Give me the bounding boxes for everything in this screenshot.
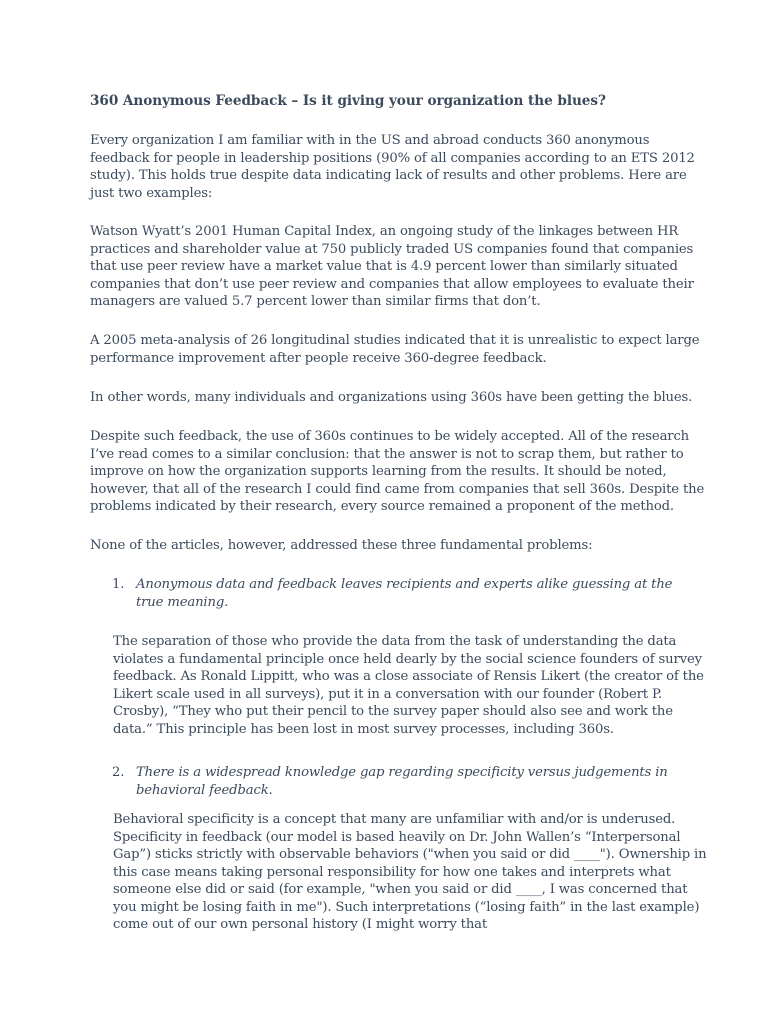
list-number: 2. — [112, 765, 125, 780]
list-item-1-body: The separation of those who provide the data from the task of understanding the data violates a fundamental principle once held dearly by the social science founders of survey feedback. As Ronald Lippitt, who was a close associate of Rensis Likert (the creator of the Likert scale used in all surveys), put it in a conversation with our founder (Robert P. Crosby), “They who put their pencil to the survey paper should also see and work the data.” This principle has been lost in most survey processes, including 360s. — [113, 634, 704, 737]
list-heading: There is a widespread knowledge gap regarding specificity versus judgements in behavioral feedback. — [136, 765, 668, 798]
list-item-2-body: Behavioral specificity is a concept that many are unfamiliar with and/or is underused. Specificity in feedback (our model is based heavily on Dr. John Wallen’s “Interpersonal Gap”) sticks strictly with observable behaviors ("when you said or did ____"). Ownership in this case means taking personal responsibility for how one takes and interprets what someone else did or said (for example, "when you said or did ____, I was concerned that you might be losing faith in me"). Such interpretations (“losing faith” in the last example) come out of our own personal history (I might worry that — [113, 812, 707, 932]
document-title: 360 Anonymous Feedback – Is it giving your organization the blues? — [90, 93, 606, 109]
paragraph-intro: Every organization I am familiar with in the US and abroad conducts 360 anonymous feedback for people in leadership positions (90% of all companies according to an ETS 2012 study). This holds true despite data indicating lack of results and other problems. Here are just two examples: — [90, 133, 695, 201]
paragraph-meta-analysis: A 2005 meta-analysis of 26 longitudinal studies indicated that it is unrealistic to expect large performance improvement after people receive 360-degree feedback. — [90, 333, 700, 366]
paragraph-problems-intro: None of the articles, however, addressed these three fundamental problems: — [90, 538, 593, 553]
paragraph-blues: In other words, many individuals and organizations using 360s have been getting the blues. — [90, 390, 693, 405]
paragraph-despite: Despite such feedback, the use of 360s continues to be widely accepted. All of the research I’ve read comes to a similar conclusion: that the answer is not to scrap them, but rather to improve on how the organization supports learning from the results. It should be noted, however, that all of the research I could find came from companies that sell 360s. Despite the problems indicated by their research, every source remained a proponent of the method. — [90, 429, 705, 514]
list-heading: Anonymous data and feedback leaves recipients and experts alike guessing at the true meaning. — [136, 577, 673, 610]
list-number: 1. — [112, 577, 125, 592]
paragraph-watson-wyatt: Watson Wyatt’s 2001 Human Capital Index, an ongoing study of the linkages between HR practices and shareholder value at 750 publicly traded US companies found that companies that use peer review have a market value that is 4.9 percent lower than similarly situated companies that don’t use peer review and companies that allow employees to evaluate their managers are valued 5.7 percent lower than similar firms that don’t. — [90, 224, 694, 309]
